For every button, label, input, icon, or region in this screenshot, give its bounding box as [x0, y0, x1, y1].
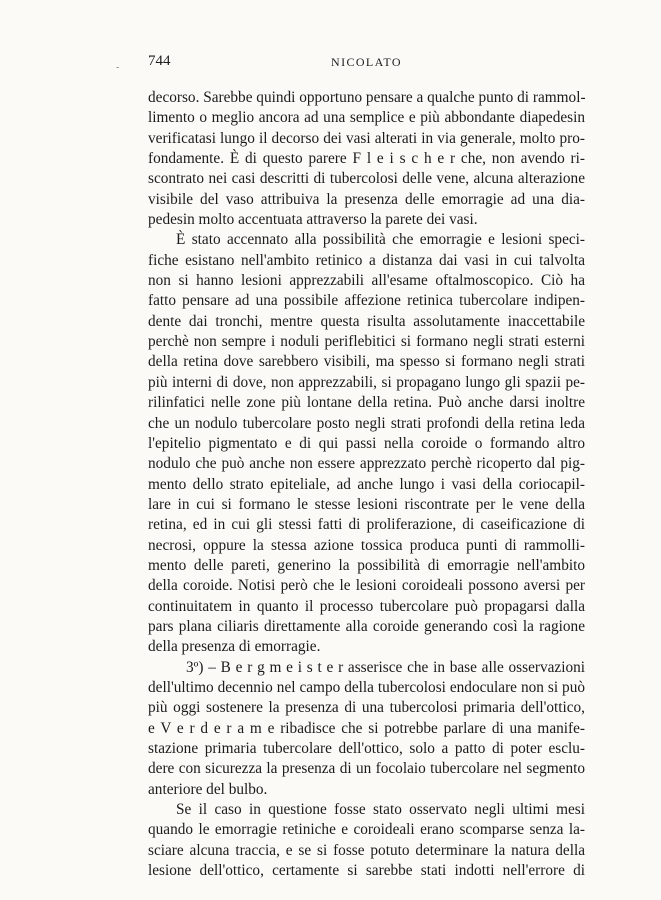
running-title: NICOLATO	[331, 55, 402, 69]
text-line: nodulo che può anche non essere apprezzato perchè ricoperto dal pig-	[148, 455, 585, 473]
text-line: visibile del vaso attribuiva la presenza delle emorragie ad una dia-	[148, 190, 585, 208]
text-line: che un nodulo tubercolare posto negli strati profondi della retina leda	[148, 414, 585, 432]
text-line: sciare alcuna traccia, e se si fosse potuto determinare la natura della	[148, 841, 585, 859]
page-number: 744	[148, 53, 171, 69]
text-line: fatto pensare ad una possibile affezione retinica tubercolare indipen-	[148, 292, 585, 310]
text-line: verificatasi lungo il decorso dei vasi alterati in via generale, molto pro-	[148, 129, 585, 147]
text-line: dente dai tronchi, mentre questa risulta assolutamente inaccettabile	[148, 312, 585, 330]
text-line: scontrato nei casi descritti di tubercolosi delle vene, alcuna alterazione	[148, 170, 585, 188]
text-line: stazione primaria tubercolare dell'ottico, solo a patto di poter esclu-	[148, 740, 585, 757]
text-line: fondamente. È di questo parere F l e i s c h e r che, non avendo ri-	[148, 150, 585, 168]
text-line: continuitatem in quanto il processo tubercolare può propagarsi dalla	[148, 597, 585, 615]
text-line: necrosi, oppure la stessa azione tossica produca punti di rammolli-	[148, 536, 585, 554]
text-line: È stato accennato alla possibilità che emorragie e lesioni speci-	[176, 231, 585, 249]
text-line: lesione dell'ottico, certamente si sarebbe stati indotti nell'errore di	[148, 862, 585, 880]
body-text	[148, 88, 585, 881]
text-line: Se il caso in questione fosse stato osservato negli ultimi mesi	[176, 801, 585, 819]
text-line: retina, ed in cui gli stessi fatti di proliferazione, di caseificazione di	[148, 516, 585, 534]
text-line: decorso. Sarebbe quindi opportuno pensare a qualche punto di rammol-	[148, 89, 586, 106]
text-line: perchè non sempre i noduli periflebitici si formano negli strati esterni	[148, 333, 585, 351]
text-line: fiche esistano nell'ambito retinico a distanza dai vasi in cui talvolta	[148, 251, 585, 269]
text-line: non si hanno lesioni apprezzabili all'esame oftalmoscopico. Ciò ha	[148, 272, 585, 290]
margin-mark: -	[116, 62, 120, 73]
text-line: mento delle pareti, generino la possibilità di emorragie nell'ambito	[148, 556, 585, 574]
text-line: pars plana ciliaris direttamente alla coroide generando così la ragione	[148, 617, 585, 635]
running-header	[148, 53, 585, 73]
text-line: della presenza di emorragie.	[148, 638, 321, 656]
text-line: anteriore del bulbo.	[148, 780, 268, 798]
text-line: lare in cui si formano le stesse lesioni riscontrate per le vene della	[148, 495, 585, 513]
text-line: della coroide. Notisi però che le lesioni coroideali possono aversi per	[148, 577, 585, 595]
text-line: e V e r d e r a m e ribadisce che si potrebbe parlare di una manife-	[148, 719, 585, 737]
text-line: dell'ultimo decennio nel campo della tubercolosi endoculare non si può	[148, 678, 585, 696]
text-line: l'epitelio pigmentato e di qui passi nella coroide o formando altro	[148, 434, 585, 452]
text-line: 3º) – B e r g m e i s t e r asserisce che in base alle osservazioni	[186, 658, 585, 676]
text-line: quando le emorragie retiniche e coroideali erano scomparse senza la-	[148, 821, 585, 839]
text-line: limento o meglio ancora ad una semplice e più abbondante diapedesin	[148, 109, 585, 127]
text-line: più oggi sostenere la presenza di una tubercolosi primaria dell'ottico,	[148, 699, 585, 717]
text-line: più interni di dove, non apprezzabili, si propagano lungo gli spazii pe-	[148, 373, 585, 391]
text-line: mento dello strato epiteliale, ad anche lungo i vasi della coriocapil-	[148, 475, 585, 493]
text-line: della retina dove sarebbero visibili, ma spesso si formano negli strati	[148, 353, 585, 371]
text-line: dere con sicurezza la presenza di un focolaio tubercolare nel segmento	[148, 760, 585, 778]
text-line: pedesin molto accentuata attraverso la parete dei vasi.	[148, 211, 478, 229]
text-line: rilinfatici nelle zone più lontane della retina. Può anche darsi inoltre	[148, 394, 585, 412]
